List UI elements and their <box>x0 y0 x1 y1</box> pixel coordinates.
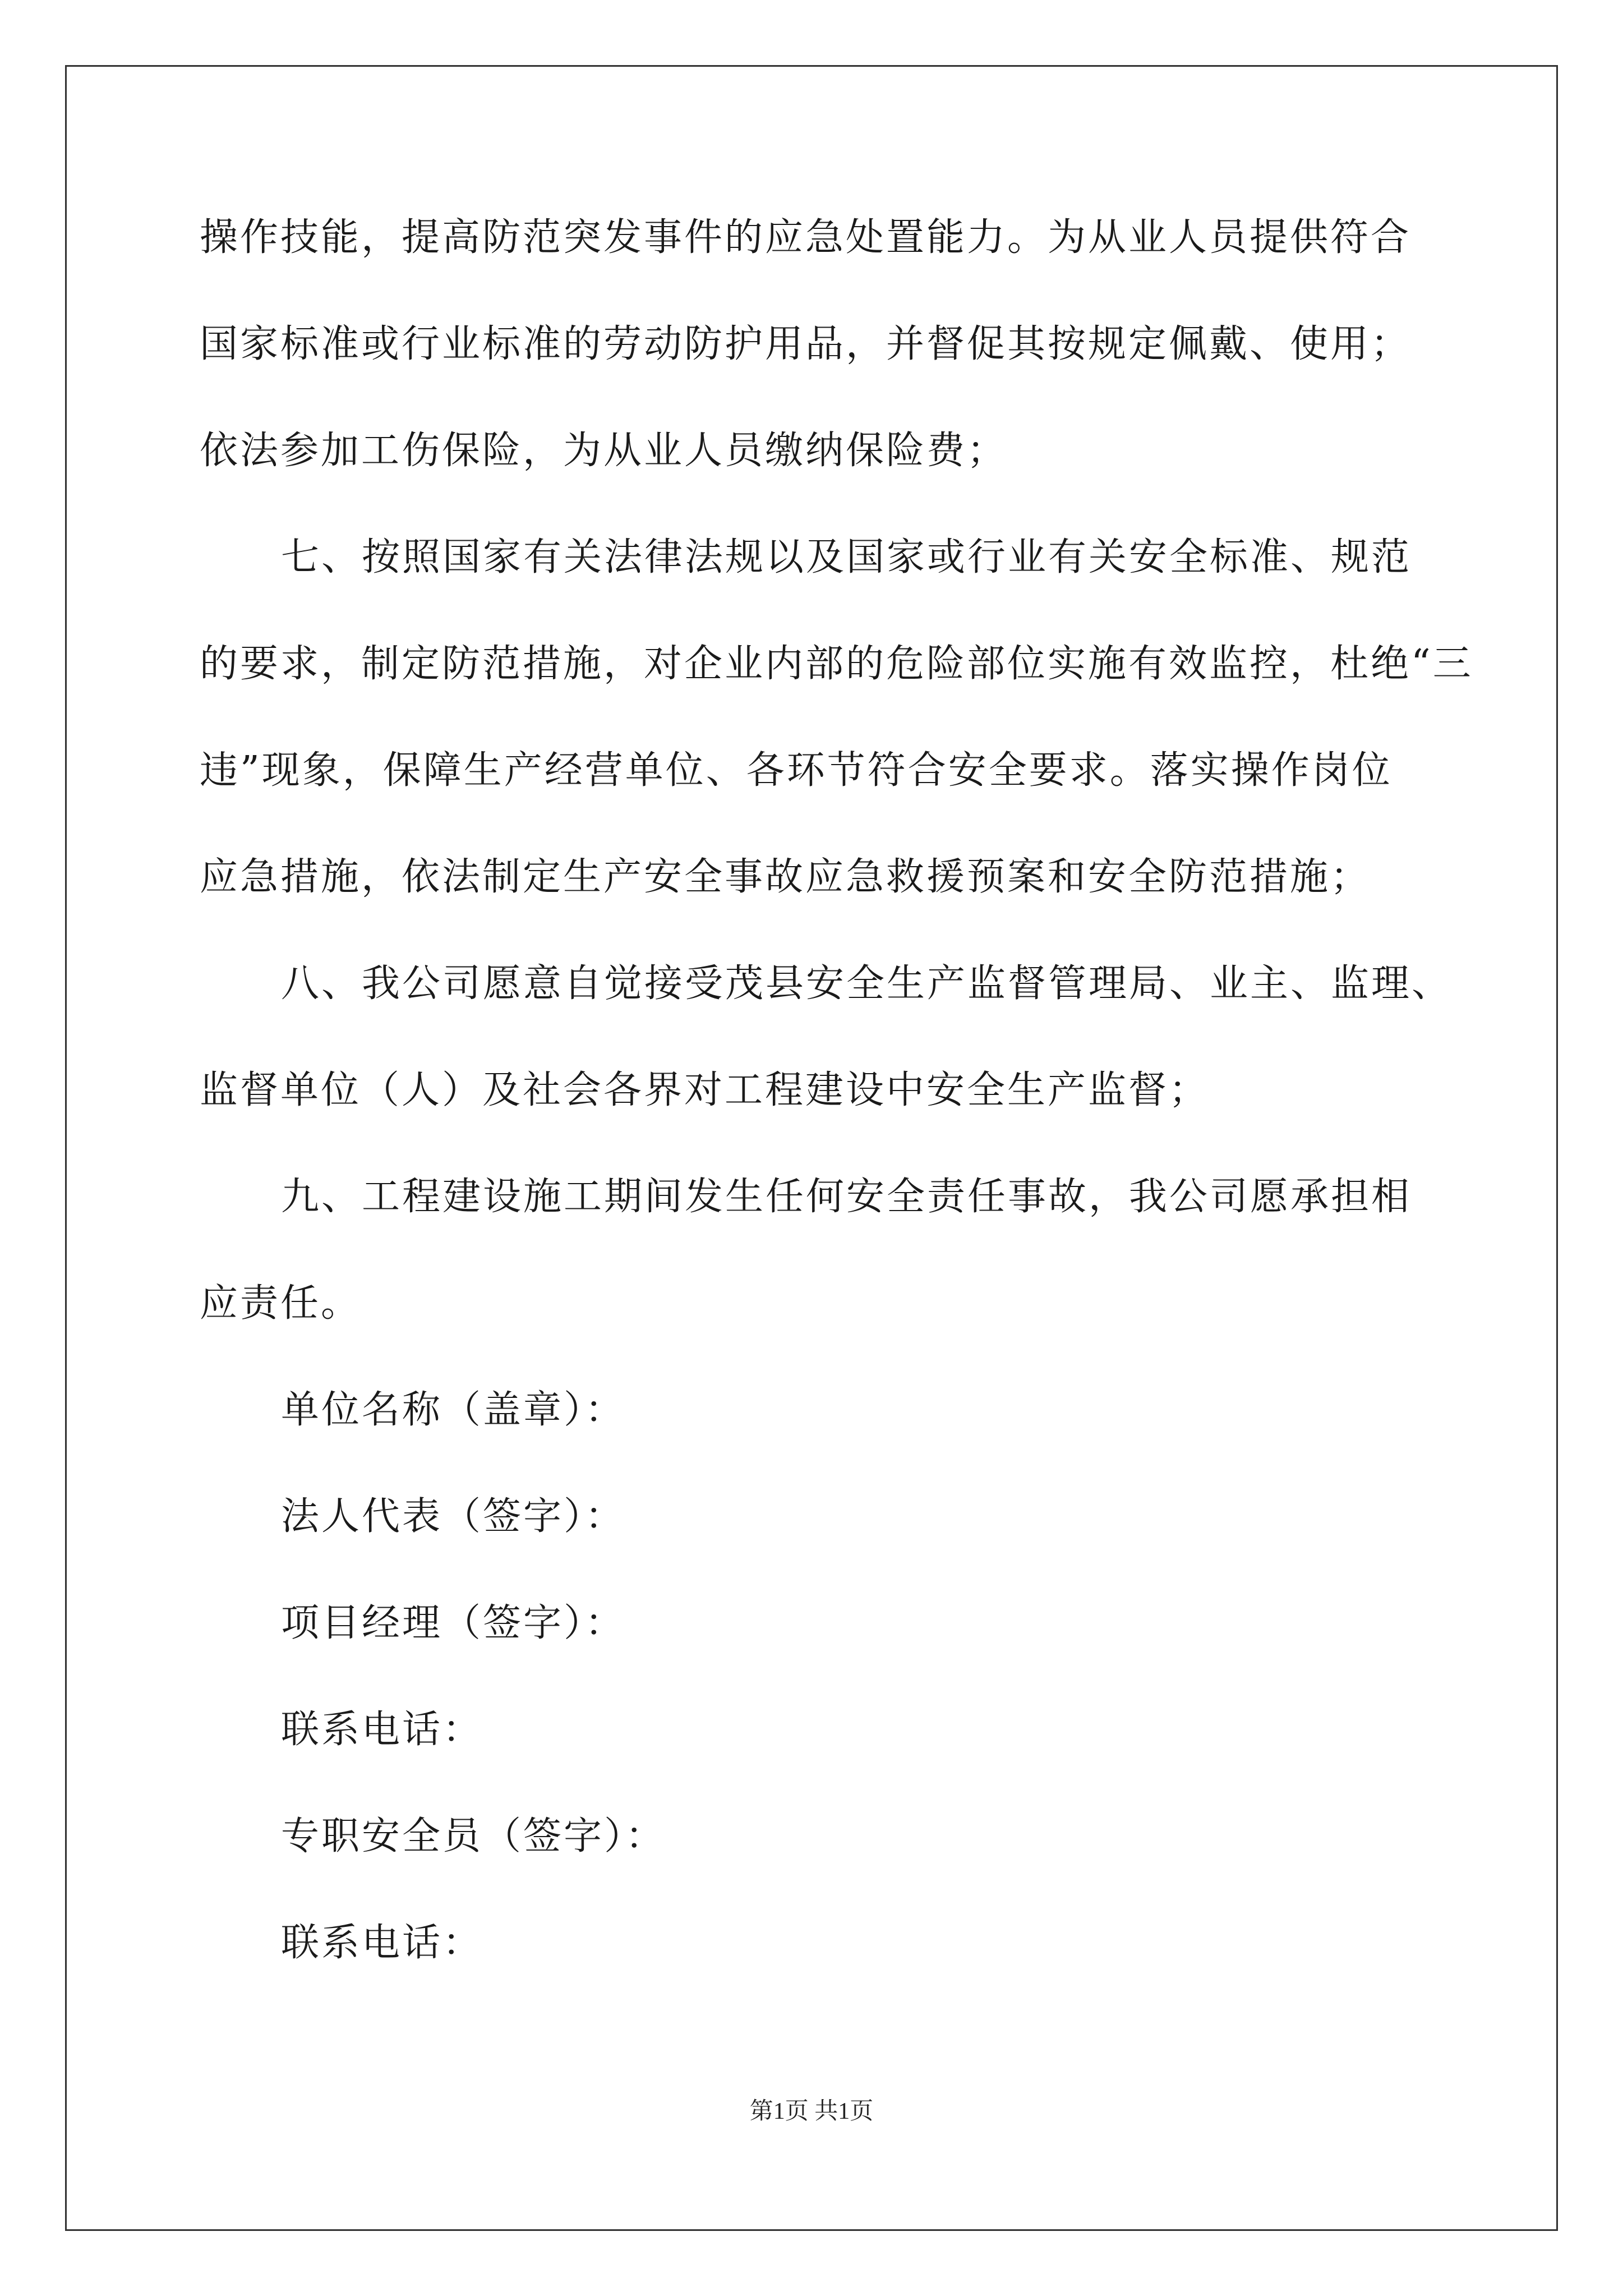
paragraph-line: 依法参加工伤保险，为从业人员缴纳保险费； <box>200 429 1008 473</box>
contact-phone-field-label: 联系电话： <box>281 1708 483 1752</box>
document-body <box>200 215 1484 2031</box>
paragraph-line: 操作技能，提高防范突发事件的应急处置能力。为从业人员提供符合 <box>200 215 1412 260</box>
clause-nine: 九、工程建设施工期间发生任何安全责任事故，我公司愿承担相 <box>281 1175 1412 1219</box>
safety-officer-field-label: 专职安全员（签字）： <box>281 1814 666 1858</box>
contact-phone-field-label: 联系电话： <box>281 1921 483 1965</box>
paragraph-line: 应急措施，依法制定生产安全事故应急救援预案和安全防范措施； <box>200 855 1371 899</box>
clause-eight: 八、我公司愿意自觉接受茂县安全生产监督管理局、业主、监理、 <box>281 961 1453 1006</box>
paragraph-line: 国家标准或行业标准的劳动防护用品，并督促其按规定佩戴、使用； <box>200 322 1412 366</box>
paragraph-line: 应责任。 <box>200 1281 362 1326</box>
paragraph-line: 违”现象，保障生产经营单位、各环节符合安全要求。落实操作岗位 <box>200 748 1393 793</box>
paragraph-line: 的要求，制定防范措施，对企业内部的危险部位实施有效监控，杜绝“三 <box>200 642 1473 686</box>
project-manager-field-label: 项目经理（签字）： <box>281 1601 626 1645</box>
clause-seven: 七、按照国家有关法律法规以及国家或行业有关安全标准、规范 <box>281 535 1412 579</box>
unit-name-field-label: 单位名称（盖章）： <box>281 1388 626 1432</box>
legal-representative-field-label: 法人代表（签字）： <box>281 1494 626 1539</box>
paragraph-line: 监督单位（人）及社会各界对工程建设中安全生产监督； <box>200 1068 1210 1112</box>
page-footer: 第1页 共1页 <box>749 2099 874 2124</box>
